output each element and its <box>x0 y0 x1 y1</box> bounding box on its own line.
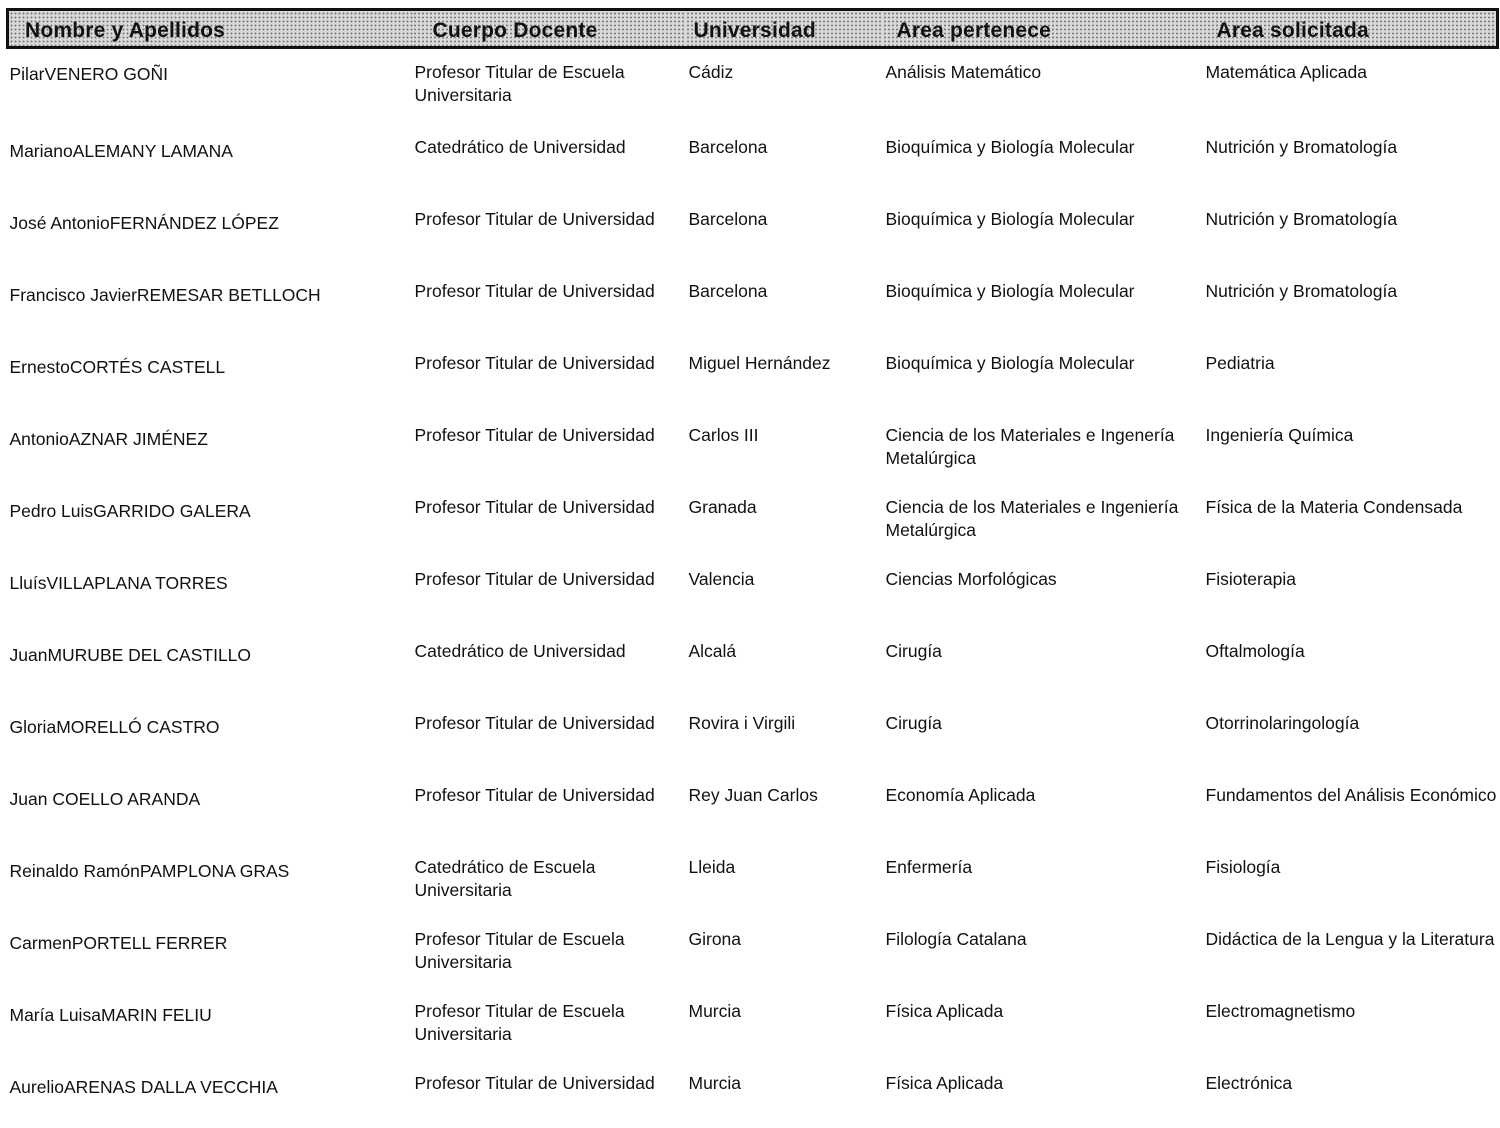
header-universidad: Universidad <box>686 10 883 48</box>
cell-area-solicitada: Fundamentos del Análisis Económico <box>1205 784 1497 805</box>
cell-area-pertenece: Bioquímica y Biología Molecular <box>885 352 1135 373</box>
cell-universidad: Miguel Hernández <box>688 352 831 373</box>
apellidos-text: FERNÁNDEZ LÓPEZ <box>109 212 279 233</box>
cell-area-pertenece: Enfermería <box>885 856 973 877</box>
cell-area-solicitada: Electromagnetismo <box>1205 1000 1356 1021</box>
nombre-text: Mariano <box>9 140 73 161</box>
cell-cuerpo: Catedrático de Escuela Universitaria <box>414 856 596 900</box>
cell-nombre-apellidos <box>8 192 413 264</box>
cell-universidad: Rey Juan Carlos <box>688 784 818 805</box>
table-row <box>8 552 1498 624</box>
table-row <box>8 768 1498 840</box>
table-row <box>8 408 1498 480</box>
cell-area-solicitada: Ingeniería Química <box>1205 424 1354 445</box>
cell-universidad: Lleida <box>688 856 736 877</box>
table-row <box>8 264 1498 336</box>
table-row <box>8 840 1498 912</box>
apellidos-text: AZNAR JIMÉNEZ <box>68 428 208 449</box>
cell-nombre-apellidos <box>8 120 413 192</box>
cell-area-solicitada: Otorrinolaringología <box>1205 712 1360 733</box>
cell-cuerpo: Profesor Titular de Universidad <box>414 712 655 733</box>
cell-area-solicitada: Nutrición y Bromatología <box>1205 208 1398 229</box>
cell-area-solicitada: Fisiología <box>1205 856 1281 877</box>
nombre-text: Aurelio <box>9 1076 64 1097</box>
nombre-text: Francisco Javier <box>9 284 137 305</box>
cell-area-pertenece: Ciencia de los Materiales e Ingenería Metalúrgica <box>885 424 1175 468</box>
table-row <box>8 696 1498 768</box>
cell-nombre-apellidos <box>8 696 413 768</box>
cell-area-solicitada: Pediatria <box>1205 352 1275 373</box>
cell-universidad: Barcelona <box>688 136 768 157</box>
apellidos-text: GARRIDO GALERA <box>93 500 251 521</box>
cell-universidad: Girona <box>688 928 742 949</box>
table-header-row <box>8 10 1498 48</box>
apellidos-text: MARIN FELIU <box>100 1004 212 1025</box>
nombre-text: Gloria <box>9 716 57 737</box>
nombre-text: María Luisa <box>9 1004 101 1025</box>
cell-universidad: Barcelona <box>688 280 768 301</box>
cell-nombre-apellidos <box>8 552 413 624</box>
apellidos-text: VENERO GOÑI <box>44 64 169 84</box>
cell-universidad: Alcalá <box>688 640 737 661</box>
header-nombre: Nombre y Apellidos <box>8 10 413 48</box>
cell-area-solicitada: Nutrición y Bromatología <box>1205 136 1398 157</box>
nombre-text: Juan <box>9 788 48 809</box>
table-row <box>8 336 1498 408</box>
table-row <box>8 984 1498 1056</box>
cell-universidad: Carlos III <box>688 424 759 445</box>
apellidos-text: PAMPLONA GRAS <box>139 860 290 881</box>
table-row <box>8 192 1498 264</box>
table-row <box>8 48 1498 120</box>
comisiones-table <box>6 8 1499 1128</box>
cell-cuerpo: Profesor Titular de Universidad <box>414 568 655 589</box>
cell-cuerpo: Catedrático de Universidad <box>414 640 626 661</box>
cell-area-solicitada: Matemática Aplicada <box>1205 62 1367 82</box>
cell-nombre-apellidos <box>8 912 413 984</box>
cell-area-pertenece: Física Aplicada <box>885 1000 1004 1021</box>
cell-area-solicitada: Didáctica de la Lengua y la Literatura <box>1205 928 1495 949</box>
nombre-text: Lluís <box>9 572 47 593</box>
apellidos-text: ARENAS DALLA VECCHIA <box>63 1076 278 1097</box>
cell-area-pertenece: Ciencia de los Materiales e Ingeniería Metalúrgica <box>885 496 1179 540</box>
cell-universidad: Valencia <box>688 568 755 589</box>
cell-cuerpo: Profesor Titular de Universidad <box>414 496 655 517</box>
cell-universidad: Murcia <box>688 1000 742 1021</box>
apellidos-text: PORTELL FERRER <box>71 932 228 953</box>
cell-cuerpo: Profesor Titular de Universidad <box>414 208 655 229</box>
nombre-text: Reinaldo Ramón <box>9 860 140 881</box>
cell-nombre-apellidos <box>8 336 413 408</box>
cell-area-pertenece: Cirugía <box>885 712 942 733</box>
cell-area-pertenece: Economía Aplicada <box>885 784 1036 805</box>
nombre-text: Carmen <box>9 932 72 953</box>
header-cuerpo: Cuerpo Docente <box>413 10 686 48</box>
cell-cuerpo: Profesor Titular de Universidad <box>414 784 655 805</box>
apellidos-text: VILLAPLANA TORRES <box>46 572 228 593</box>
table-row <box>8 912 1498 984</box>
cell-area-solicitada: Oftalmología <box>1205 640 1305 661</box>
cell-area-solicitada: Nutrición y Bromatología <box>1205 280 1398 301</box>
table-body <box>8 48 1498 1128</box>
apellidos-text: MURUBE DEL CASTILLO <box>47 644 252 665</box>
cell-universidad: Barcelona <box>688 208 768 229</box>
nombre-text: José Antonio <box>9 212 110 233</box>
cell-cuerpo: Profesor Titular de Universidad <box>414 352 655 373</box>
nombre-text: Pilar <box>9 64 45 84</box>
cell-area-solicitada: Fisioterapia <box>1205 568 1296 589</box>
header-area-pertenece: Area pertenece <box>883 10 1203 48</box>
cell-cuerpo: Profesor Titular de Escuela Universitaria <box>414 1000 625 1044</box>
cell-area-pertenece: Ciencias Morfológicas <box>885 568 1057 589</box>
cell-area-pertenece: Bioquímica y Biología Molecular <box>885 280 1135 301</box>
table-row <box>8 624 1498 696</box>
nombre-text: Antonio <box>9 428 69 449</box>
cell-cuerpo: Profesor Titular de Escuela Universitaria <box>414 62 625 105</box>
cell-cuerpo: Profesor Titular de Universidad <box>414 280 655 301</box>
cell-universidad: Rovira i Virgili <box>688 712 796 733</box>
table-row <box>8 480 1498 552</box>
apellidos-text: CORTÉS CASTELL <box>69 356 226 377</box>
cell-area-solicitada: Física de la Materia Condensada <box>1205 496 1463 517</box>
cell-nombre-apellidos <box>8 408 413 480</box>
cell-cuerpo: Catedrático de Universidad <box>414 136 626 157</box>
cell-nombre-apellidos <box>8 840 413 912</box>
cell-area-pertenece: Bioquímica y Biología Molecular <box>885 208 1135 229</box>
cell-nombre-apellidos <box>8 768 413 840</box>
cell-cuerpo: Profesor Titular de Escuela Universitaria <box>414 928 625 972</box>
cell-area-pertenece: Filología Catalana <box>885 928 1027 949</box>
cell-nombre-apellidos <box>8 624 413 696</box>
table-row <box>8 120 1498 192</box>
cell-nombre-apellidos <box>8 48 413 120</box>
apellidos-text: MORELLÓ CASTRO <box>56 716 220 737</box>
cell-area-pertenece: Análisis Matemático <box>885 62 1042 82</box>
cell-cuerpo: Profesor Titular de Universidad <box>414 1072 655 1093</box>
apellidos-text: ALEMANY LAMANA <box>72 140 233 161</box>
nombre-text: Juan <box>9 644 48 665</box>
cell-area-solicitada: Electrónica <box>1205 1072 1293 1093</box>
cell-area-pertenece: Física Aplicada <box>885 1072 1004 1093</box>
cell-nombre-apellidos <box>8 264 413 336</box>
cell-universidad: Cádiz <box>688 62 734 82</box>
nombre-text: Pedro Luis <box>9 500 94 521</box>
cell-area-pertenece: Bioquímica y Biología Molecular <box>885 136 1135 157</box>
cell-area-pertenece: Cirugía <box>885 640 942 661</box>
header-area-solicitada: Area solicitada <box>1203 10 1498 48</box>
cell-nombre-apellidos <box>8 984 413 1056</box>
apellidos-text: COELLO ARANDA <box>47 788 201 809</box>
nombre-text: Ernesto <box>9 356 70 377</box>
cell-universidad: Murcia <box>688 1072 742 1093</box>
cell-universidad: Granada <box>688 496 757 517</box>
apellidos-text: REMESAR BETLLOCH <box>136 284 321 305</box>
cell-nombre-apellidos <box>8 480 413 552</box>
cell-cuerpo: Profesor Titular de Universidad <box>414 424 655 445</box>
